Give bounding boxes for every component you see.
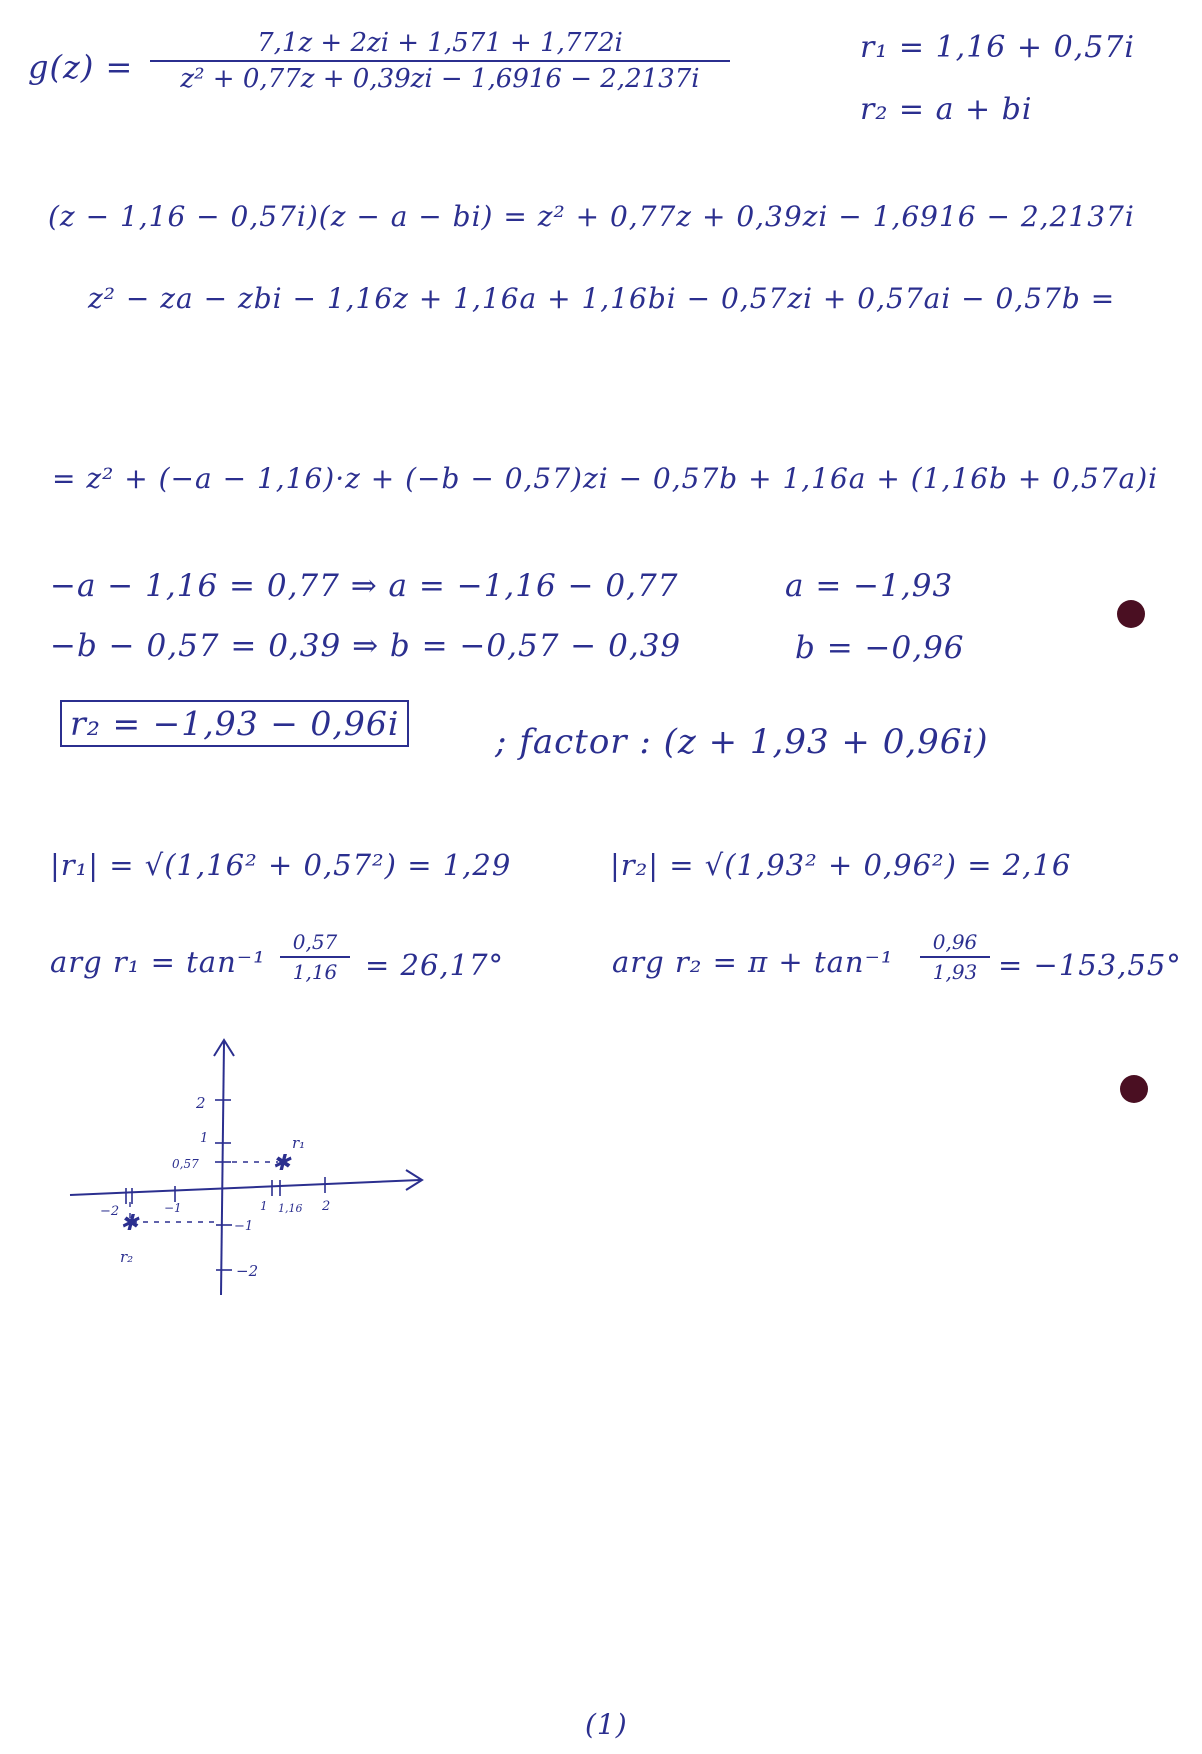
imaginary-axis — [221, 1042, 224, 1295]
page-number: (1) — [585, 1708, 628, 1741]
factor-line: ; factor : (z + 1,93 + 0,96i) — [495, 722, 989, 762]
r2-result-box: r₂ = −1,93 − 0,96i — [60, 700, 409, 747]
label-xneg2: −2 — [100, 1204, 120, 1219]
arg-r2-lhs: arg r₂ = π + tan⁻¹ — [612, 945, 894, 979]
label-y057: 0,57 — [172, 1157, 199, 1171]
expansion-line: z² − za − zbi − 1,16z + 1,16a + 1,16bi − 0,57zi + 0,57ai − 0,57b = — [88, 282, 1116, 315]
modulus-r1: |r₁| = √(1,16² + 0,57²) = 1,29 — [50, 848, 512, 882]
r2-definition: r₂ = a + bi — [860, 92, 1033, 127]
label-x2: 2 — [322, 1199, 331, 1214]
value-b: b = −0,96 — [795, 630, 965, 666]
label-xneg1: −1 — [164, 1201, 182, 1215]
punch-hole-bottom — [1120, 1075, 1148, 1103]
modulus-r2: |r₂| = √(1,93² + 0,96²) = 2,16 — [610, 848, 1072, 882]
g-fraction-bar — [150, 60, 730, 62]
g-label: g(z) = — [28, 48, 134, 86]
punch-hole-top — [1117, 600, 1145, 628]
equation-a: −a − 1,16 = 0,77 ⇒ a = −1,16 − 0,77 — [50, 568, 679, 604]
value-a: a = −1,93 — [785, 568, 954, 604]
arg-r1-result: = 26,17° — [365, 948, 505, 982]
real-axis — [70, 1180, 420, 1195]
product-equation: (z − 1,16 − 0,57i)(z − a − bi) = z² + 0,77z + 0,39zi − 1,6916 − 2,2137i — [48, 200, 1135, 233]
label-r1: r₁ — [292, 1134, 306, 1152]
arg-r1-numerator: 0,57 — [292, 930, 338, 954]
g-fraction — [150, 28, 730, 94]
label-yneg2: −2 — [236, 1262, 259, 1280]
g-denominator: z² + 0,77z + 0,39zi − 1,6916 − 2,2137i — [180, 64, 700, 94]
arg-r1-denominator: 1,16 — [292, 960, 338, 984]
label-yneg1: −1 — [234, 1219, 254, 1234]
arg-r2-denominator: 1,93 — [932, 960, 978, 984]
complex-plane-sketch — [60, 1030, 440, 1310]
label-x116: 1,16 — [278, 1202, 303, 1215]
label-r2: r₂ — [120, 1248, 134, 1266]
arg-r1-bar — [280, 956, 350, 958]
arg-r2-fraction — [920, 930, 990, 984]
arg-r2-result: = −153,55° — [998, 948, 1182, 982]
r1-point-marker: ✱ — [272, 1151, 291, 1176]
r1-definition: r₁ = 1,16 + 0,57i — [860, 30, 1135, 65]
arg-r2-bar — [920, 956, 990, 958]
label-y1: 1 — [200, 1131, 209, 1146]
label-y2: 2 — [196, 1094, 206, 1112]
arg-r2-numerator: 0,96 — [932, 930, 978, 954]
equation-b: −b − 0,57 = 0,39 ⇒ b = −0,57 − 0,39 — [50, 628, 682, 664]
arg-r1-lhs: arg r₁ = tan⁻¹ — [50, 945, 266, 979]
label-x1: 1 — [260, 1199, 268, 1213]
grouped-line: = z² + (−a − 1,16)·z + (−b − 0,57)zi − 0,57b + 1,16a + (1,16b + 0,57a)i — [52, 462, 1159, 495]
g-numerator: 7,1z + 2zi + 1,571 + 1,772i — [257, 28, 623, 58]
r2-point-marker: ✱ — [120, 1211, 139, 1236]
arg-r1-fraction — [280, 930, 350, 984]
